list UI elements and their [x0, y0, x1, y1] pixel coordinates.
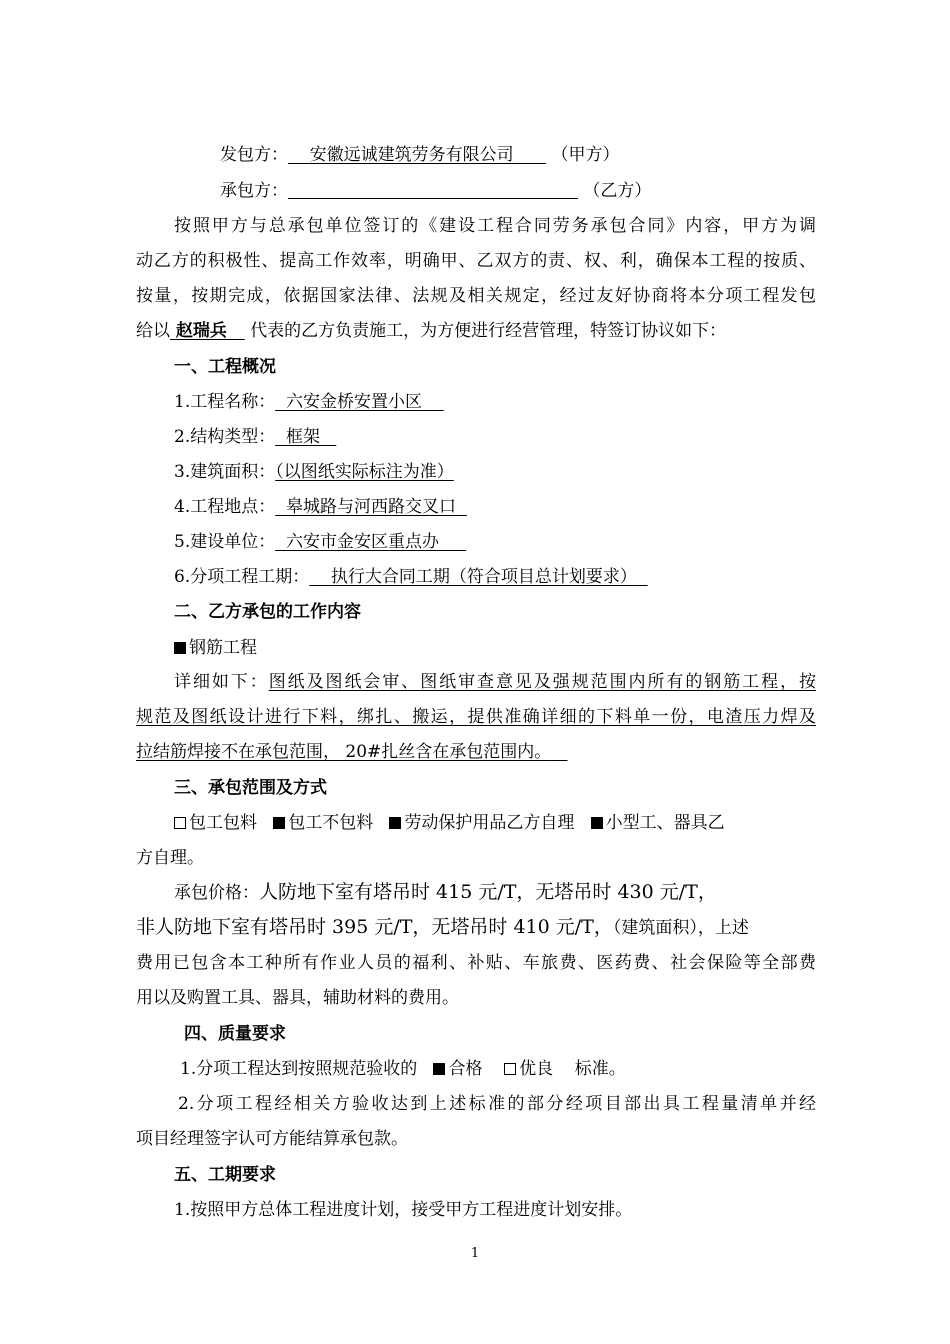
- fabao-line: [220, 143, 900, 167]
- section2-heading: 二、乙方承包的工作内容: [174, 602, 361, 622]
- price-line-4: 用以及购置工具、器具，辅助材料的费用。: [136, 988, 459, 1008]
- subproject-period-row: 6.分项工程工期： 执行大合同工期（符合项目总计划要求）: [174, 567, 637, 587]
- project-name-row: 1.工程名称： 六安金桥安置小区: [174, 392, 423, 412]
- price-line-3: 费用已包含本工种所有作业人员的福利、补贴、车旅费、医药费、社会保险等全部费: [136, 953, 816, 973]
- detail-line-2: 规范及图纸设计进行下料，绑扎、搬运，提供准确详细的下料单一份，电渣压力焊及: [136, 707, 816, 727]
- project-location-row: 4.工程地点： 皋城路与河西路交叉口: [174, 497, 457, 517]
- section1-heading: 一、工程概况: [174, 357, 276, 377]
- section4-heading: 四、质量要求: [184, 1024, 286, 1044]
- chengbao-line: [220, 178, 900, 203]
- quality-item-2-line-1: 2.分项工程经相关方验收达到上述标准的部分经项目部出具工程量清单并经: [178, 1094, 816, 1114]
- intro-line-1: 按照甲方与总承包单位签订的《建设工程合同劳务承包合同》内容，甲方为调: [174, 216, 816, 236]
- chengbao-suffix: （乙方）: [583, 181, 652, 201]
- section5-heading: 五、工期要求: [174, 1165, 276, 1185]
- representative-name: 赵瑞兵: [175, 321, 227, 341]
- checked-box-icon: [174, 642, 186, 654]
- quality-item-1: 1.分项工程达到按照规范验收的 合格 优良 标准。: [180, 1059, 626, 1079]
- chengbao-blank: [288, 178, 578, 199]
- building-area-row: 3.建筑面积：（以图纸实际标注为准）: [174, 462, 454, 482]
- fabao-label: 发包方：: [220, 145, 288, 165]
- unchecked-box-icon: [174, 817, 186, 829]
- section3-heading: 三、承包范围及方式: [174, 778, 327, 798]
- construction-unit-row: 5.建设单位： 六安市金安区重点办: [174, 532, 440, 552]
- checked-box-icon: [591, 817, 603, 829]
- detail-line-3: 拉结筋焊接不在承包范围， 20#扎丝含在承包范围内。: [136, 742, 552, 762]
- intro-line-4: 给以 赵瑞兵 代表的乙方负责施工，为方便进行经营管理，特签订协议如下：: [136, 321, 727, 341]
- schedule-item-1: 1.按照甲方总体工程进度计划，接受甲方工程进度计划安排。: [174, 1200, 633, 1220]
- fabao-value: 安徽远诚建筑劳务有限公司: [309, 145, 514, 165]
- scope-options-cont: 方自理。: [136, 848, 204, 868]
- page-number: 1: [470, 1246, 480, 1261]
- detail-line-1: 详细如下：图纸及图纸会审、图纸审查意见及强规范围内所有的钢筋工程，按: [174, 672, 817, 692]
- price-line-1: 承包价格：人防地下室有塔吊时 415 元/T，无塔吊时 430 元/T，: [174, 881, 717, 903]
- quality-item-2-line-2: 项目经理签字认可方能结算承包款。: [136, 1129, 408, 1149]
- checked-box-icon: [273, 817, 285, 829]
- price-line-2: 非人防地下室有塔吊时 395 元/T，无塔吊时 410 元/T，（建筑面积），上述: [136, 916, 749, 938]
- intro-line-3: 按量，按期完成，依据国家法律、法规及相关规定，经过友好协商将本分项工程发包: [136, 286, 816, 306]
- work-item-row: 钢筋工程: [174, 636, 854, 660]
- unchecked-box-icon: [504, 1063, 516, 1075]
- chengbao-label: 承包方：: [220, 181, 288, 201]
- intro-line-2: 动乙方的积极性、提高工作效率，明确甲、乙双方的责、权、利，确保本工程的按质、: [136, 251, 816, 271]
- structure-type-row: 2.结构类型： 框架: [174, 427, 321, 447]
- checked-box-icon: [389, 817, 401, 829]
- fabao-suffix: （甲方）: [551, 145, 620, 165]
- scope-options-row: 包工包料 包工不包料 劳动保护用品乙方自理 小型工、器具乙: [174, 811, 816, 835]
- checked-box-icon: [433, 1063, 445, 1075]
